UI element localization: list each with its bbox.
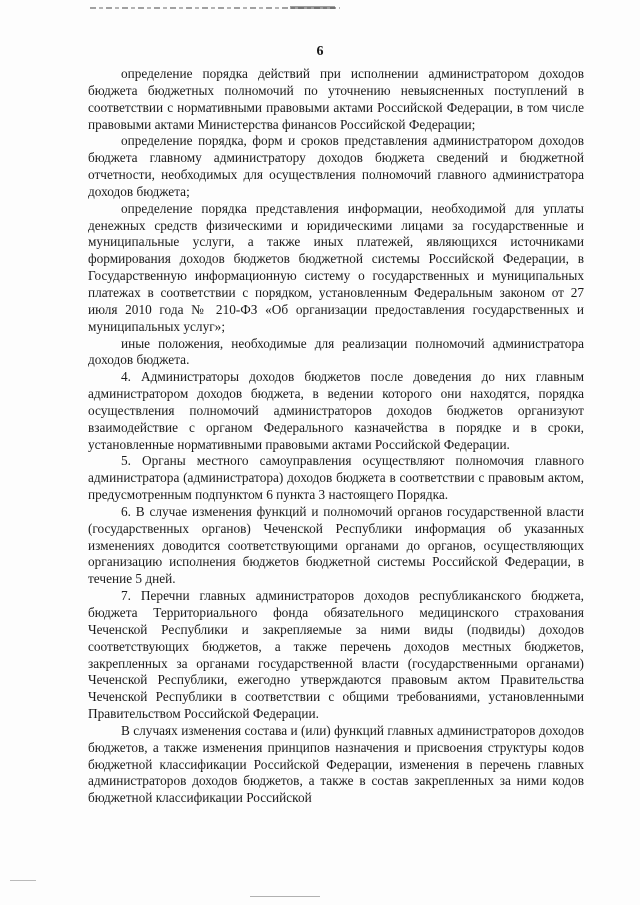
paragraph: 7. Перечни главных администраторов доходов республиканского бюджета, бюджета Территориального фонда обязательного медицинского страхования Чеченской Республики и закрепляемые за ними виды (подвиды) доходов соответствующих бюджетов, а также перечень доходов местных бюджетов, закрепленных за органами государственной власти (государственными органами) Чеченской Республики, ежегодно утверждаются правовым актом Правительства Чеченской Республики в соответствии с общими требованиями, установленными Правительством Российской Федерации.	[88, 588, 584, 722]
document-body	[88, 66, 584, 807]
paragraph: В случаях изменения состава и (или) функций главных администраторов доходов бюджетов, а также изменения принципов назначения и присвоения структуры кодов бюджетной классификации Российской Федерации, изменения в перечень главных администраторов доходов бюджетов, а также в состав закрепленных за ними кодов бюджетной классификации Российской	[88, 722, 584, 806]
paragraph: определение порядка действий при исполнении администратором доходов бюджета бюджетных полномочий по уточнению невыясненных поступлений в соответствии с нормативными правовыми актами Российской Федерации, в том числе правовыми актами Министерства финансов Российской Федерации;	[88, 66, 584, 132]
paragraph: определение порядка представления информации, необходимой для уплаты денежных средств физическими и юридическими лицами за государственные и муниципальные услуги, а также иных платежей, являющихся источниками формирования доходов бюджетов бюджетной системы Российской Федерации, в Государственную информационную систему о государственных и муниципальных платежах в соответствии с порядком, установленным Федеральным законом от 27 июля 2010 года № 210-ФЗ «Об организации предоставления государственных и муниципальных услуг»;	[88, 200, 584, 334]
scan-artifact	[250, 896, 320, 897]
paragraph: иные положения, необходимые для реализации полномочий администратора доходов бюджета.	[88, 335, 584, 368]
paragraph: 6. В случае изменения функций и полномочий органов государственной власти (государственных органов) Чеченской Республики информация об указанных изменениях доводится соответствующими органами до органов, осуществляющих организацию исполнения бюджетов бюджетной системы Российской Федерации, в течение 5 дней.	[88, 503, 584, 587]
paragraph: 5. Органы местного самоуправления осуществляют полномочия главного администратора (администратора) доходов бюджета в соответствии с правовым актом, предусмотренным подпунктом 6 пункта 3 настоящего Порядка.	[88, 453, 584, 503]
scan-artifact	[290, 6, 335, 9]
paragraph: 4. Администраторы доходов бюджетов после доведения до них главным администратором доходов бюджета, в ведении которого они находятся, порядка осуществления полномочий администраторов доходов бюджетов организуют взаимодействие с органом Федерального казначейства в порядке и в сроки, установленные нормативными правовыми актами Российской Федерации.	[88, 369, 584, 452]
scan-artifact	[10, 880, 36, 881]
page-number: 6	[316, 44, 324, 59]
paragraph: определение порядка, форм и сроков представления администратором доходов бюджета главному администратору доходов бюджета сведений и бюджетной отчетности, необходимых для осуществления полномочий главного администратора доходов бюджета;	[88, 133, 584, 199]
